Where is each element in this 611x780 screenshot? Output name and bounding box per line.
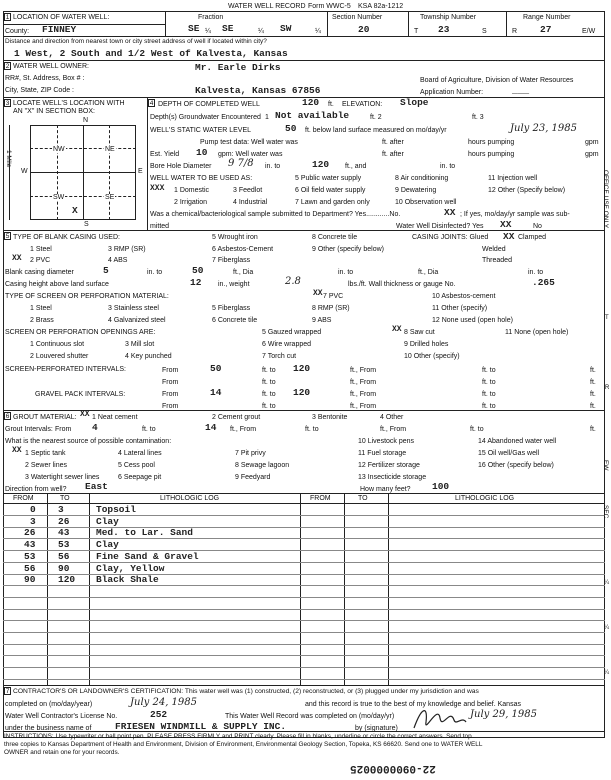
casing-asbestos: 6 Asbestos-Cement xyxy=(212,246,274,253)
form-number: Form WWC-5 xyxy=(308,3,351,10)
grout-intervals-label: Grout Intervals: xyxy=(5,426,53,433)
screen-pvc: 7 PVC xyxy=(323,293,344,300)
log-from-cell: 56 xyxy=(24,562,36,574)
fraction-q1: SE xyxy=(188,23,200,34)
opening-torch: 7 Torch cut xyxy=(262,353,297,360)
joints-threaded: Threaded xyxy=(482,257,512,264)
county-value: FINNEY xyxy=(42,24,77,35)
south-label: S xyxy=(84,221,89,228)
yield-value: 10 xyxy=(196,147,208,158)
grout-ft-to-3: ft. to xyxy=(470,426,484,433)
grout-ft-to: ft. to xyxy=(142,426,156,433)
hours-label: hours pumping xyxy=(468,139,515,146)
license-value: 252 xyxy=(150,709,168,720)
log-to-header-2: TO xyxy=(358,495,368,502)
log-to-cell: 43 xyxy=(58,527,70,539)
use-domestic: 1 Domestic xyxy=(174,187,210,194)
log-desc-cell: Med. to Lar. Sand xyxy=(96,527,193,539)
source-insecticide: 13 Insecticide storage xyxy=(358,474,427,481)
source-lagoon: 8 Sewage lagoon xyxy=(235,462,290,469)
log-ruled-line xyxy=(3,609,605,610)
range-ew: E/W xyxy=(582,28,596,35)
log-ruled-line xyxy=(3,679,605,680)
screen-stainless: 3 Stainless steel xyxy=(108,305,159,312)
gravel-intervals-label: GRAVEL PACK INTERVALS: xyxy=(35,391,126,398)
source-fuel: 11 Fuel storage xyxy=(358,450,407,457)
completed-value: July 24, 1985 xyxy=(130,697,198,708)
margin-q2: ¼ xyxy=(604,625,610,631)
source-pit-privy: 7 Pit privy xyxy=(235,450,266,457)
instructions-line-3: OWNER and retain one for your records. xyxy=(4,749,120,756)
opening-continuous: 1 Continuous slot xyxy=(30,341,85,348)
section-7-number: 7 xyxy=(5,688,10,695)
source-fertilizer: 12 Fertilizer storage xyxy=(358,462,420,469)
locate-label-2: AN "X" IN SECTION BOX: xyxy=(13,108,95,115)
source-seepage: 6 Seepage pit xyxy=(118,474,162,481)
direction-label: Direction from well? xyxy=(5,486,67,493)
locate-label-1: LOCATE WELL'S LOCATION WITH xyxy=(13,100,125,107)
joints-clamped: Clamped xyxy=(518,234,547,241)
to-label: ft. to xyxy=(482,379,496,386)
log-desc-cell: Black Shale xyxy=(96,574,159,586)
grout-neat: 1 Neat cement xyxy=(92,414,138,421)
log-to-cell: 56 xyxy=(58,550,70,562)
gw-3: ft. 3 xyxy=(472,114,484,121)
casing-height-label: Casing height above land surface xyxy=(5,281,109,288)
range-value: 27 xyxy=(540,24,552,35)
section-3-number: 3 xyxy=(5,100,10,107)
fraction-q3: SW xyxy=(280,23,292,34)
signature-label: by (signature) xyxy=(355,725,398,732)
log-desc-cell: Fine Sand & Gravel xyxy=(96,550,199,562)
after-label: ft. after xyxy=(382,139,404,146)
opening-none: 11 None (open hole) xyxy=(505,329,569,336)
log-from-cell: 3 xyxy=(30,515,36,527)
opening-other: 10 Other (specify) xyxy=(404,353,460,360)
log-to-cell: 90 xyxy=(58,562,70,574)
groundwater-label: Depth(s) Groundwater Encountered xyxy=(150,114,261,121)
section-1-number: 1 xyxy=(5,14,10,21)
log-lith-header-2: LITHOLOGIC LOG xyxy=(455,495,515,502)
casing-abs: 4 ABS xyxy=(108,257,128,264)
log-ruled-line xyxy=(3,620,605,621)
north-label: N xyxy=(83,117,89,124)
gravel-to-value: 120 xyxy=(293,387,311,398)
opening-saw-cut: 8 Saw cut xyxy=(404,329,435,336)
opening-drilled: 9 Drilled holes xyxy=(404,341,449,348)
screen-abs: 9 ABS xyxy=(312,317,332,324)
west-label: W xyxy=(21,168,28,175)
use-feedlot: 3 Feedlot xyxy=(233,187,263,194)
ft-label: ft. xyxy=(590,379,596,386)
bore-to-value: 120 xyxy=(312,159,330,170)
to-label: ft. to xyxy=(482,367,496,374)
neat-cement-mark: XX xyxy=(80,410,90,419)
owner-value: Mr. Earle Dirks xyxy=(195,62,281,73)
log-from-cell: 0 xyxy=(30,504,36,515)
openings-label: SCREEN OR PERFORATION OPENINGS ARE: xyxy=(5,329,156,336)
instructions-line-2: three copies to Kansas Department of Health and Environment, Division of Environment, Environmental Geology Section, Topeka, KS 66620. Send one to WATER WELL xyxy=(4,741,483,748)
log-ruled-line xyxy=(3,597,605,598)
dia-in-to-3: in. to xyxy=(528,269,544,276)
joints-welded: Welded xyxy=(482,246,506,253)
log-ruled-line xyxy=(3,538,605,539)
casing-type-label: TYPE OF BLANK CASING USED: xyxy=(13,234,120,241)
to-label: ft. to xyxy=(262,367,276,374)
location-label: LOCATION OF WATER WELL: xyxy=(13,14,110,21)
source-abandoned: 14 Abandoned water well xyxy=(478,438,557,445)
log-ruled-line xyxy=(3,574,605,575)
well-location-mark: X xyxy=(72,205,78,216)
from-label: From xyxy=(162,403,179,410)
screen-other: 11 Other (specify) xyxy=(432,305,488,312)
casing-steel: 1 Steel xyxy=(30,246,52,253)
grout-ft: ft. xyxy=(590,426,596,433)
ksa-number: KSA 82a-1212 xyxy=(358,3,404,10)
source-cess: 5 Cess pool xyxy=(118,462,155,469)
se-label: SE xyxy=(105,194,115,201)
bore-and: ft., and xyxy=(345,163,367,170)
source-watertight: 3 Watertight sewer lines xyxy=(25,474,100,481)
completed-label: completed on (mo/day/year) xyxy=(5,701,93,708)
depth-label: DEPTH OF COMPLETED WELL xyxy=(158,101,260,108)
screen-asbestos: 10 Asbestos-cement xyxy=(432,293,496,300)
gpm-label: gpm xyxy=(585,139,599,146)
record-completed-label: This Water Well Record was completed on (mo/day/yr) xyxy=(225,713,395,720)
log-desc-cell: Clay xyxy=(96,515,119,527)
log-ruled-line xyxy=(3,632,605,633)
margin-q3: ¼ xyxy=(604,670,610,676)
use-injection: 11 Injection well xyxy=(488,175,538,182)
margin-q1: ¼ xyxy=(604,580,610,586)
range-label: Range Number xyxy=(523,14,571,21)
gravel-from-value: 14 xyxy=(210,387,222,398)
casing-other: 9 Other (specify below) xyxy=(312,246,384,253)
east-label: E xyxy=(138,168,143,175)
elevation-value: Slope xyxy=(400,97,429,108)
dia-ft-dia: ft., Dia xyxy=(233,269,254,276)
ft-label: ft. xyxy=(590,367,596,374)
use-irrigation: 2 Irrigation xyxy=(174,199,208,206)
grout-cement: 2 Cement grout xyxy=(212,414,261,421)
application-label: Application Number: xyxy=(420,89,484,96)
opening-mill: 3 Mill slot xyxy=(125,341,155,348)
gauge-value: .265 xyxy=(532,277,555,288)
ft-label: ft. xyxy=(590,403,596,410)
yield-unit: gpm: Well water was xyxy=(218,151,283,158)
wall-thickness-label: lbs./ft. Wall thickness or gauge No. xyxy=(348,281,456,288)
ne-label: NE xyxy=(105,146,115,153)
township-s: S xyxy=(482,28,487,35)
grout-label: GROUT MATERIAL: xyxy=(13,414,77,421)
fraction-label: Fraction xyxy=(198,14,224,21)
static-label: WELL'S STATIC WATER LEVEL xyxy=(150,127,252,134)
hours-label: hours pumping xyxy=(468,151,515,158)
chem-sample-label-2: ; If yes, mo/day/yr sample was sub- xyxy=(460,211,570,218)
application-value: ___ xyxy=(512,85,530,96)
margin-r: R xyxy=(605,385,610,391)
form-title: WATER WELL RECORD xyxy=(228,3,306,10)
log-to-cell: 120 xyxy=(58,574,76,586)
source-oil-gas: 15 Oil well/Gas well xyxy=(478,450,540,457)
margin-ew: EW xyxy=(602,460,609,471)
log-from-cell: 90 xyxy=(24,574,36,586)
clamped-mark: XX xyxy=(503,231,515,242)
grout-to-value: 14 xyxy=(205,422,217,433)
log-ruled-line xyxy=(3,527,605,528)
screen-steel: 1 Steel xyxy=(30,305,52,312)
contamination-label: What is the nearest source of possible contamination: xyxy=(5,438,172,445)
screen-to-value: 120 xyxy=(293,363,311,374)
pump-test-label: Pump test data: Well water was xyxy=(200,139,298,146)
use-label: WELL WATER TO BE USED AS: xyxy=(150,175,253,182)
log-desc-cell: Clay xyxy=(96,539,119,551)
address-label: RR#, St. Address, Box # : xyxy=(5,75,85,82)
static-value: 50 xyxy=(285,123,297,134)
section-4-number: 4 xyxy=(149,100,154,107)
ft-from-label: ft., From xyxy=(350,403,377,410)
use-public: 5 Public water supply xyxy=(295,175,362,182)
use-lawn: 7 Lawn and garden only xyxy=(295,199,370,206)
margin-sec: SEC xyxy=(602,505,609,519)
casing-concrete: 8 Concrete tile xyxy=(312,234,358,241)
log-ruled-line xyxy=(3,562,605,563)
from-label: From xyxy=(162,367,179,374)
sw-label: SW xyxy=(53,194,65,201)
from-label: From xyxy=(162,379,179,386)
record-completed-value: July 29, 1985 xyxy=(470,709,538,720)
grout-other: 4 Other xyxy=(380,414,404,421)
disinfected-no: No xyxy=(533,223,542,230)
log-lith-header: LITHOLOGIC LOG xyxy=(160,495,220,502)
nw-label: NW xyxy=(53,146,65,153)
yield-label: Est. Yield xyxy=(150,151,180,158)
from-label: From xyxy=(162,391,179,398)
quarter-symbol: ¼ xyxy=(205,28,211,35)
log-ruled-line xyxy=(3,550,605,551)
depth-unit: ft. xyxy=(328,101,334,108)
document-code: 22-0900000025 xyxy=(350,762,436,774)
screen-from-value: 50 xyxy=(210,363,222,374)
to-label: ft. to xyxy=(482,391,496,398)
section-2-number: 2 xyxy=(5,63,10,70)
source-other: 16 Other (specify below) xyxy=(478,462,554,469)
screen-brass: 2 Brass xyxy=(30,317,54,324)
distance-label: Distance and direction from nearest town or city street address of well if located within city? xyxy=(5,38,267,45)
screen-type-label: TYPE OF SCREEN OR PERFORATION MATERIAL: xyxy=(5,293,169,300)
screen-concrete: 6 Concrete tile xyxy=(212,317,258,324)
groundwater-value: Not available xyxy=(275,110,350,121)
disinfected-mark: XX xyxy=(500,219,512,230)
casing-pvc: 2 PVC xyxy=(30,257,51,264)
log-from-cell: 26 xyxy=(24,527,36,539)
township-t: T xyxy=(414,28,419,35)
gw-2: ft. 2 xyxy=(370,114,382,121)
true-record-text: and this record is true to the best of my knowledge and belief. Kansas xyxy=(305,701,521,708)
log-to-header: TO xyxy=(60,495,70,502)
use-air-conditioning: 8 Air conditioning xyxy=(395,175,449,182)
log-ruled-line xyxy=(3,515,605,516)
source-livestock: 10 Livestock pens xyxy=(358,438,415,445)
board-label: Board of Agriculture, Division of Water Resources xyxy=(420,77,574,84)
direction-value: East xyxy=(85,481,108,492)
log-to-cell: 3 xyxy=(58,504,64,515)
disinfected-label: Water Well Disinfected? Yes xyxy=(396,223,484,230)
csz-label: City, State, ZIP Code : xyxy=(5,87,74,94)
bore-in-to-2: in. to xyxy=(440,163,456,170)
owner-label: WATER WELL OWNER: xyxy=(13,63,89,70)
source-lateral: 4 Lateral lines xyxy=(118,450,162,457)
distance-feet-value: 100 xyxy=(432,481,450,492)
distance-feet-label: How many feet? xyxy=(360,486,411,493)
to-label: ft. to xyxy=(482,403,496,410)
dia-in-to: in. to xyxy=(147,269,163,276)
grout-ft-to-2: ft. to xyxy=(305,426,319,433)
grout-ft-from-2: ft., From xyxy=(380,426,407,433)
county-label: County: xyxy=(5,28,30,35)
bore-in-to: in. to xyxy=(265,163,281,170)
grout-ft-from: ft., From xyxy=(230,426,257,433)
screen-pvc-mark: XX xyxy=(313,289,323,298)
grout-from-value: 4 xyxy=(92,422,98,433)
log-from-header: FROM xyxy=(13,495,34,502)
ft-from-label: ft., From xyxy=(350,391,377,398)
static-date: July 23, 1985 xyxy=(510,123,578,134)
dia-ft-dia-2: ft., Dia xyxy=(418,269,439,276)
screen-galvanized: 4 Galvanized steel xyxy=(108,317,166,324)
log-ruled-line xyxy=(3,655,605,656)
office-use-label: OFFICE USE ONLY xyxy=(602,170,609,229)
opening-louvered: 2 Louvered shutter xyxy=(30,353,89,360)
static-rest: ft. below land surface measured on mo/day/yr xyxy=(305,127,447,134)
source-septic: 1 Septic tank xyxy=(25,450,66,457)
township-value: 23 xyxy=(438,24,450,35)
casing-dia-ft: 50 xyxy=(192,265,204,276)
source-feedyard: 9 Feedyard xyxy=(235,474,271,481)
casing-dia-label: Blank casing diameter xyxy=(5,269,74,276)
use-observation: 10 Observation well xyxy=(395,199,457,206)
ft-from-label: ft., From xyxy=(350,367,377,374)
license-label: Water Well Contractor's License No. xyxy=(5,713,118,720)
certification-text: CONTRACTOR'S OR LANDOWNER'S CERTIFICATION: This water well was (1) constructed, (2) reconstructed, or (3) plugged under my jurisdiction and was xyxy=(13,688,479,695)
septic-mark: XX xyxy=(12,446,22,455)
log-from-cell: 43 xyxy=(24,539,36,551)
log-ruled-line xyxy=(3,667,605,668)
chem-sample-mark: XX xyxy=(444,207,456,218)
casing-height-value: 12 xyxy=(190,277,202,288)
saw-cut-mark: XX xyxy=(392,325,402,334)
casing-rmp: 3 RMP (SR) xyxy=(108,246,146,253)
business-value: FRIESEN WINDMILL & SUPPLY INC. xyxy=(115,721,287,732)
casing-dia-value: 5 xyxy=(103,265,109,276)
casing-weight-label: in., weight xyxy=(218,281,250,288)
distance-value: 1 West, 2 South and 1/2 West of Kalvesta, Kansas xyxy=(14,48,288,59)
casing-fiberglass: 7 Fiberglass xyxy=(212,257,251,264)
bore-value: 9 7/8 xyxy=(228,158,254,169)
section-6-number: 6 xyxy=(5,413,10,420)
section-number-value: 20 xyxy=(358,24,370,35)
log-ruled-line xyxy=(3,585,605,586)
joints-label: CASING JOINTS: Glued xyxy=(412,234,489,241)
gpm-label: gpm xyxy=(585,151,599,158)
grout-bentonite: 3 Bentonite xyxy=(312,414,348,421)
elevation-label: ELEVATION: xyxy=(342,101,383,108)
source-sewer: 2 Sewer lines xyxy=(25,462,68,469)
log-to-cell: 26 xyxy=(58,515,70,527)
range-r: R xyxy=(512,28,518,35)
use-oil-field: 6 Oil field water supply xyxy=(295,187,366,194)
quarter-symbol: ¼ xyxy=(258,28,264,35)
after-label: ft. after xyxy=(382,151,404,158)
fraction-q2: SE xyxy=(222,23,234,34)
section-5-number: 5 xyxy=(5,233,10,240)
business-label: under the business name of xyxy=(5,725,92,732)
margin-t: T xyxy=(605,315,609,321)
log-from-header-2: FROM xyxy=(310,495,331,502)
instructions-line-1: INSTRUCTIONS: Use typewriter or ball point pen. PLEASE PRESS FIRMLY and PRINT clearly. Please fill in blanks, underline or circle the correct answers. Send top xyxy=(4,733,472,740)
ft-from-label: ft., From xyxy=(350,379,377,386)
to-label: ft. to xyxy=(262,403,276,410)
dia-in-to-2: in. to xyxy=(338,269,354,276)
screen-intervals-label: SCREEN-PERFORATED INTERVALS: xyxy=(5,366,126,373)
domestic-mark: XXX xyxy=(150,184,165,193)
bore-label: Bore Hole Diameter xyxy=(150,163,212,170)
log-ruled-line xyxy=(3,644,605,645)
chem-mitted: mitted xyxy=(150,223,170,230)
chem-sample-label: Was a chemical/bacteriological sample submitted to Department? Yes............No. xyxy=(150,211,401,218)
log-to-cell: 53 xyxy=(58,539,70,551)
pvc-mark: XX xyxy=(12,254,22,263)
log-desc-cell: Clay, Yellow xyxy=(96,562,165,574)
grout-from-label: From xyxy=(55,426,72,433)
ft-label: ft. xyxy=(590,391,596,398)
csz-value: Kalvesta, Kansas 67856 xyxy=(195,85,321,96)
to-label: ft. to xyxy=(262,379,276,386)
gw-1: 1 xyxy=(265,114,269,121)
log-desc-cell: Topsoil xyxy=(96,504,136,515)
opening-wire: 6 Wire wrapped xyxy=(262,341,312,348)
mile-label: 1 Mile xyxy=(5,150,12,168)
screen-rmp: 8 RMP (SR) xyxy=(312,305,350,312)
screen-fiberglass: 5 Fiberglass xyxy=(212,305,251,312)
section-number-label: Section Number xyxy=(332,14,383,21)
use-other: 12 Other (Specify below) xyxy=(488,187,566,194)
screen-none: 12 None used (open hole) xyxy=(432,317,513,324)
use-dewatering: 9 Dewatering xyxy=(395,187,437,194)
casing-wrought: 5 Wrought iron xyxy=(212,234,258,241)
quarter-symbol: ¼ xyxy=(315,28,321,35)
log-from-cell: 53 xyxy=(24,550,36,562)
depth-value: 120 xyxy=(302,97,320,108)
township-label: Township Number xyxy=(420,14,477,21)
opening-key-punched: 4 Key punched xyxy=(125,353,172,360)
opening-gauzed: 5 Gauzed wrapped xyxy=(262,329,322,336)
to-label: ft. to xyxy=(262,391,276,398)
use-industrial: 4 Industrial xyxy=(233,199,268,206)
casing-weight-value: 2.8 xyxy=(285,276,301,287)
